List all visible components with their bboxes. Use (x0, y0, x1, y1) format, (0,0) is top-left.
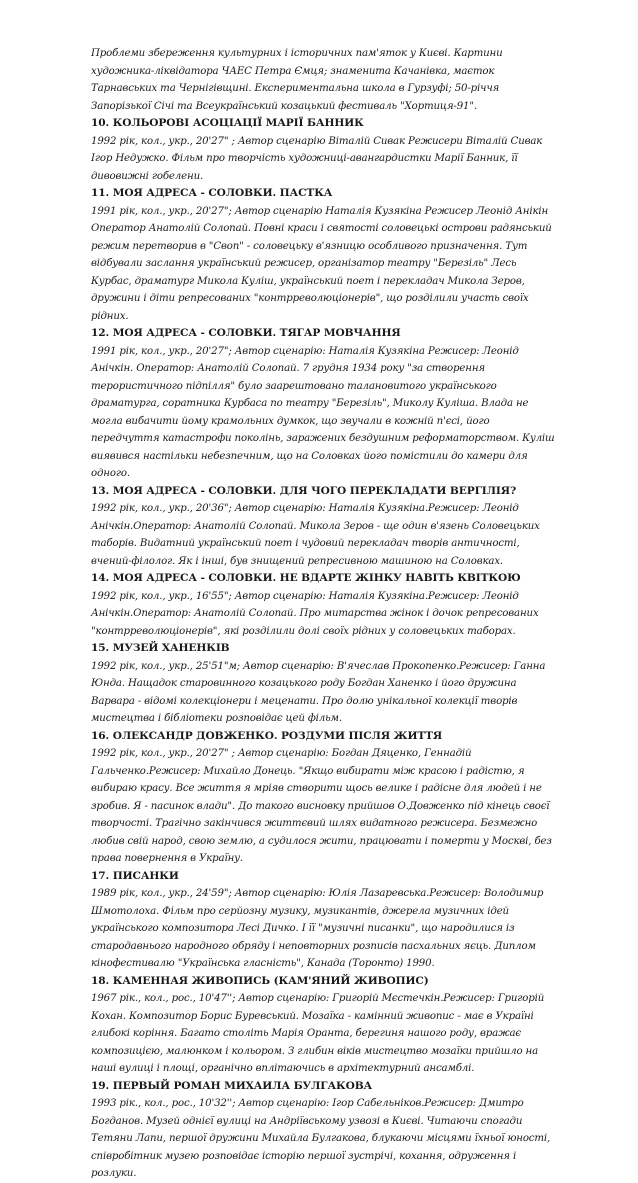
film-title: 17. ПИСАНКИ (91, 869, 179, 882)
film-entry (91, 1078, 559, 1183)
film-synopsis: Повні краси і святості соловецькі острови радянський режим перетворив в "Своп" - соловецьку в'язницю особливого призначення. Тут відбували заслання український режисер, організатор театру "Березіль" Лесь Курбас, драматург Микола Куліш, український поет і перекладач Микола Зеров, дружини і діти репресованих "контрреволюціонерів", що розділили участь своїх рідних. (91, 223, 552, 322)
film-synopsis: Музей однієї вулиці на Андріївському узвозі в Києві. Читаючи спогади Тетяни Лапи, першої дружини Михайла Булгакова, блукаючи місцями їхньої юності, співробітник музею розповідає історію першої зустрічі, кохання, одруження і розлуки. (91, 1115, 551, 1179)
film-entry (91, 728, 559, 868)
film-credits: 1993 рік., кол., рос., 10'32''; Автор сценарію: Ігор Сабельніков.Режисер: Дмитро Богданов. (91, 1098, 524, 1127)
film-description (91, 588, 559, 641)
film-credits: 1967 рік., кол., рос., 10'47''; Автор сценарію: Григорій Мєстечкін.Режисер: Григорій Кохан. (91, 993, 545, 1022)
film-entry (91, 570, 559, 640)
film-credits: 1991 рік, кол., укр., 20'27"; Автор сценарію Наталія Кузякіна Режисер Леонід Анікін Оператор Анатолій Солопай. (91, 205, 549, 234)
film-description (91, 745, 559, 868)
film-description (91, 658, 559, 728)
film-description (91, 133, 559, 186)
film-title: 13. МОЯ АДРЕСА - СОЛОВКИ. ДЛЯ ЧОГО ПЕРЕКЛАДАТИ ВЕРГІЛІЯ? (91, 484, 517, 497)
film-description (91, 343, 559, 483)
film-credits: 1992 рік, кол., укр., 20'27" ; Автор сценарію: Богдан Дяценко, Геннадій Гальченко.Режисер: Михайло Донець. (91, 748, 472, 777)
film-title: 10. КОЛЬОРОВІ АСОЦІАЦІЇ МАРІЇ БАННИК (91, 117, 364, 129)
film-synopsis: Фільм про творчість художниці-авангардистки Марії Банник, її дивовижні гобелени. (91, 153, 518, 182)
film-description (91, 885, 559, 973)
film-title: 12. МОЯ АДРЕСА - СОЛОВКИ. ТЯГАР МОВЧАННЯ (91, 327, 401, 339)
film-synopsis: Нащадок старовинного козацького роду Богдан Ханенко і його дружина Варвара - відомі колекціонери і меценати. Про долю унікальної колекції творів мистецтва і бібліотеки розповідає цей фільм. (91, 678, 518, 724)
film-credits: 1992 рік, кол., укр., 16'55"; Автор сценарію: Наталія Кузякіна.Режисер: Леонід Анічкін.Оператор: Анатолій Солопай. (91, 590, 519, 619)
film-entry (91, 115, 559, 185)
film-credits: 1992 рік, кол., укр., 25'51"м; Автор сценарію: В'ячеслав Прокопенко.Режисер: Ганна Юнда. (91, 660, 546, 689)
film-title: 15. МУЗЕЙ ХАНЕНКІВ (91, 642, 230, 654)
film-entry-list (91, 115, 559, 1183)
film-synopsis: 7 грудня 1934 року "за створення терористичного підпілля" було заарештовано талановитого українського драматурга, соратника Курбаса по театру "Березіль", Миколу Куліша. Влада не могла вибачити йому крамольних думкок, що звучали в кожній п'єсі, його передчуття катастрофи поколінь, заражених бездушним реформаторством. Куліш виявився настільки небезпечним, що на Соловках його помістили до камери для одного. (91, 363, 555, 479)
film-credits: 1989 рік, кол., укр., 24'59"; Автор сценарію: Юлія Лазаревська.Режисер: Володимир Шмотолоха. (91, 888, 544, 917)
film-description (91, 990, 559, 1078)
film-entry (91, 868, 559, 973)
film-entry (91, 483, 559, 571)
film-entry (91, 185, 559, 325)
film-credits: 1992 рік, кол., укр., 20'36"; Автор сценарію: Наталія Кузякіна.Режисер: Леонід Анічкін.Оператор: Анатолій Солопай. (91, 503, 519, 532)
film-synopsis: "Якщо вибирати між красою і радістю, я вибираю красу. Все життя я мріяв створити щось велике і радісне для людей і не зробив. Я - пасинок влади". До такого висновку прийшов О.Довженко під кінець своєї творчості. Трагічно закінчився життєвий шлях видатного режисера. Безмежно любив свій народ, свою землю, а судилося жити, працювати і померти у Москві, без права повернення в Україну. (91, 765, 552, 864)
film-description (91, 1095, 559, 1183)
film-description (91, 500, 559, 570)
film-title: 16. ОЛЕКСАНДР ДОВЖЕНКО. РОЗДУМИ ПІСЛЯ ЖИТТЯ (91, 729, 443, 742)
intro-paragraph: Проблеми збереження культурних і історичних пам'яток у Києві. Картини художника-ліквідатора ЧАЕС Петра Ємця; знаменита Качанівка, маєток Тарнавських та Чернігівщині. Експериментальна школа в Гурзуфі; 50-річчя Запорізької Січі та Всеукраїнський козацький фестиваль "Хортиця-91". (91, 48, 503, 112)
film-description (91, 203, 559, 326)
film-synopsis: Микола Зеров - ще один в'язень Соловецьких таборів. Видатний український поет і чудовий перекладач творів античності, вчений-філолог. Як і інші, був знищений репресивною машиною на Соловках. (91, 520, 540, 567)
film-entry (91, 973, 559, 1078)
film-title: 14. МОЯ АДРЕСА - СОЛОВКИ. НЕ ВДАРТЕ ЖІНКУ НАВІТЬ КВІТКОЮ (91, 572, 521, 584)
film-title: 19. ПЕРВЫЙ РОМАН МИХАИЛА БУЛГАКОВА (91, 1079, 373, 1092)
film-credits: 1992 рік, кол., укр., 20'27" ; Автор сценарію Віталій Сивак Режисери Віталій Сивак Ігор Недужко. (91, 135, 543, 164)
film-entry (91, 640, 559, 728)
film-title: 18. КАМЕННАЯ ЖИВОПИСЬ (КАМ'ЯНИЙ ЖИВОПИС) (91, 974, 429, 987)
film-synopsis: Про митарства жінок і дочок репресованих "контрреволюціонерів", які розділили долі своїх рідних у соловецьких таборах. (91, 608, 539, 637)
catalog-page (91, 45, 559, 1183)
film-synopsis: Фільм про серйозну музику, музикантів, джерела музичних ідей українського композитора Лесі Дичко. І її "музичні писанки", що народилися із стародавнього народного обряду і неповторних розписів пасхальних яєць. Диплом кінофестивалю "Українська гласність", Канада (Торонто) 1990. (91, 905, 536, 969)
film-credits: 1991 рік, кол., укр., 20'27"; Автор сценарію: Наталія Кузякіна Режисер: Леонід Анічкін. Оператор: Анатолій Солопай. (91, 345, 519, 374)
film-synopsis: Композитор Борис Буревський. Мозаїка - камінний живопис - має в Україні глибокі коріння. Багато століть Марія Оранта, берегиня нашого роду, вражає композицією, малюнком і кольором. З глибин віків мистецтво мозаїки прийшло на наші вулиці і площі, органічно вплітаючись в архітектурний ансамблі. (91, 1010, 539, 1074)
film-entry (91, 325, 559, 483)
film-title: 11. МОЯ АДРЕСА - СОЛОВКИ. ПАСТКА (91, 187, 333, 199)
